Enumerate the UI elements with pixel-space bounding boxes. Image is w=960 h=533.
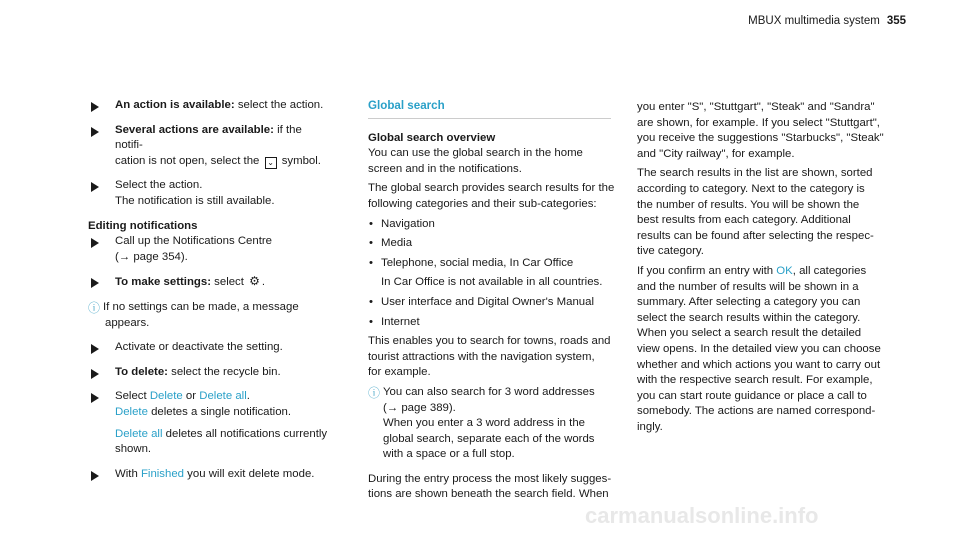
info-note-icon: ⓘ [368, 385, 381, 400]
note [88, 300, 328, 331]
arrow-icon [91, 393, 99, 403]
page-header [748, 15, 906, 27]
text-line: summary. After selecting a category you can [637, 296, 861, 309]
step-text: deletes a single notification. [147, 405, 292, 418]
delete-all-label: Delete all [115, 427, 163, 440]
text-line: are shown, for example. If you select "Stuttgart", [637, 116, 880, 129]
page-reference: (→ page 354). [115, 250, 188, 263]
list-item [368, 236, 623, 252]
text-line: screen and in the notifications. [368, 162, 522, 175]
text-line: and the number of results will be shown in a [637, 280, 859, 293]
step-text: With [115, 467, 141, 480]
page-number: 355 [886, 15, 906, 27]
info-note-icon: ⓘ [88, 300, 101, 315]
step-item [88, 178, 328, 209]
text-line: The search results in the list are shown, sorted [637, 167, 873, 180]
arrow-icon [91, 369, 99, 379]
text-segment: , all categories [792, 264, 867, 277]
text-line: tive category. [637, 245, 704, 258]
bullet-icon: • [369, 237, 373, 250]
section-heading: Editing notifications [88, 219, 198, 232]
text-line: ingly. [637, 420, 663, 433]
list-item [368, 295, 623, 311]
step-text: . [246, 390, 250, 403]
step-text: Activate or deactivate the setting. [115, 341, 283, 354]
step-text: select the recycle bin. [167, 365, 281, 378]
step-label: Several actions are available: [115, 123, 274, 136]
column-left [88, 98, 328, 491]
step-label: To delete: [115, 365, 168, 378]
text-line: The global search provides search results for the [368, 182, 615, 195]
text-line: view opens. In the detailed view you can choose [637, 342, 881, 355]
bullet-icon: • [369, 295, 373, 308]
text-line: tourist attractions with the navigation system, [368, 350, 595, 363]
arrow-icon [91, 102, 99, 112]
step-item [88, 365, 328, 381]
step-text: . [261, 276, 266, 289]
text-line: with the respective search result. For example, [637, 374, 873, 387]
paragraph [637, 100, 892, 162]
step-item [88, 274, 328, 291]
text-line: best results from each category. Additional [637, 214, 851, 227]
step-label: An action is available: [115, 99, 235, 111]
note-text: When you enter a 3 word address in the [383, 417, 585, 430]
paragraph [637, 166, 892, 260]
list-item [368, 217, 623, 233]
paragraph [368, 146, 623, 177]
step-text: deletes all notifications currently [162, 427, 328, 440]
step-text: Call up the Notifications Centre [115, 235, 273, 248]
step-text: select the action. [234, 99, 324, 111]
note [368, 385, 623, 463]
step-text: symbol. [278, 154, 321, 167]
step-text: cation is not open, select the [115, 154, 263, 167]
settings-gear-icon: ⚙ [249, 274, 260, 289]
step-text: you will exit delete mode. [184, 467, 315, 480]
step-text: or [182, 390, 200, 403]
arrow-icon [91, 344, 99, 354]
step-item [88, 234, 328, 265]
list-item-subtext: In Car Office is not available in all countries. [381, 276, 603, 289]
manual-title: MBUX multimedia system [748, 15, 880, 27]
step-text: Select the action. [115, 179, 203, 192]
list-item-text: Navigation [381, 217, 435, 230]
step-item [88, 467, 328, 483]
note-text: appears. [105, 316, 150, 329]
step-item [88, 98, 328, 114]
column-right [637, 100, 892, 439]
paragraph [368, 334, 623, 381]
note-text: You can also search for 3 word addresses [383, 385, 595, 398]
text-line: according to category. Next to the category is [637, 182, 865, 195]
arrow-icon [91, 182, 99, 192]
list-item-text: Internet [381, 315, 420, 328]
text-segment: If you confirm an entry with [637, 264, 777, 277]
arrow-icon [91, 238, 99, 248]
column-middle [368, 98, 623, 507]
list-item-text: User interface and Digital Owner's Manual [381, 295, 594, 308]
note-text: with a space or a full stop. [383, 448, 515, 461]
step-item [88, 340, 328, 356]
list-item [368, 256, 623, 291]
list-item-text: Media [381, 237, 413, 250]
list-item [368, 315, 623, 331]
paragraph [368, 472, 623, 503]
step-item [88, 389, 328, 457]
text-line: for example. [368, 366, 431, 379]
step-text: Select [115, 390, 150, 403]
step-text: if the notifi- [115, 123, 302, 152]
step-text: select [211, 276, 248, 289]
section-title: Global search [368, 98, 611, 119]
text-line: you enter "S", "Stuttgart", "Steak" and "Sandra" [637, 101, 875, 113]
step-text: The notification is still available. [115, 194, 275, 207]
expand-symbol-icon: ⌄ [265, 157, 277, 169]
arrow-icon [91, 471, 99, 481]
finished-label: Finished [140, 467, 185, 480]
text-line: You can use the global search in the home [368, 147, 583, 160]
text-line: the number of results. You will be shown the [637, 198, 860, 211]
text-line: results can be found after selecting the respec- [637, 229, 874, 242]
text-line: tions are shown beneath the search field. When [368, 488, 609, 501]
bullet-icon: • [369, 315, 373, 328]
delete-label: Delete [115, 405, 148, 418]
paragraph [368, 181, 623, 212]
text-line [637, 264, 892, 280]
delete-label: Delete [149, 390, 183, 403]
text-line: When you select a search result the detailed [637, 327, 862, 340]
ok-label: OK [776, 264, 793, 277]
text-line: you can start route guidance or place a call to [637, 389, 867, 402]
step-text: shown. [115, 443, 152, 456]
step-item [88, 123, 328, 170]
step-label: To make settings: [115, 276, 211, 289]
subsection-heading: Global search overview [368, 131, 496, 144]
paragraph [637, 264, 892, 436]
delete-all-label: Delete all [199, 390, 247, 403]
text-line: select the search results within the category. [637, 311, 861, 324]
bullet-icon: • [369, 256, 373, 269]
text-line: This enables you to search for towns, roads and [368, 335, 611, 348]
list-item-text: Telephone, social media, In Car Office [381, 256, 574, 269]
watermark: carmanualsonline.info [585, 503, 819, 528]
text-line: following categories and their sub-categories: [368, 197, 597, 210]
page-reference: (→ page 389). [383, 401, 456, 414]
bullet-icon: • [369, 217, 373, 230]
text-line: you receive the suggestions "Starbucks", "Steak" [637, 132, 884, 145]
text-line: whether and which actions you want to carry out [637, 358, 881, 371]
text-line: During the entry process the most likely sugges- [368, 472, 612, 485]
text-line: and "City railway", for example. [637, 147, 795, 160]
text-line: somebody. The actions are named correspond- [637, 405, 876, 418]
note-text: global search, separate each of the words [383, 432, 595, 445]
arrow-icon [91, 127, 99, 137]
note-text: If no settings can be made, a message [103, 300, 299, 313]
arrow-icon [91, 278, 99, 288]
